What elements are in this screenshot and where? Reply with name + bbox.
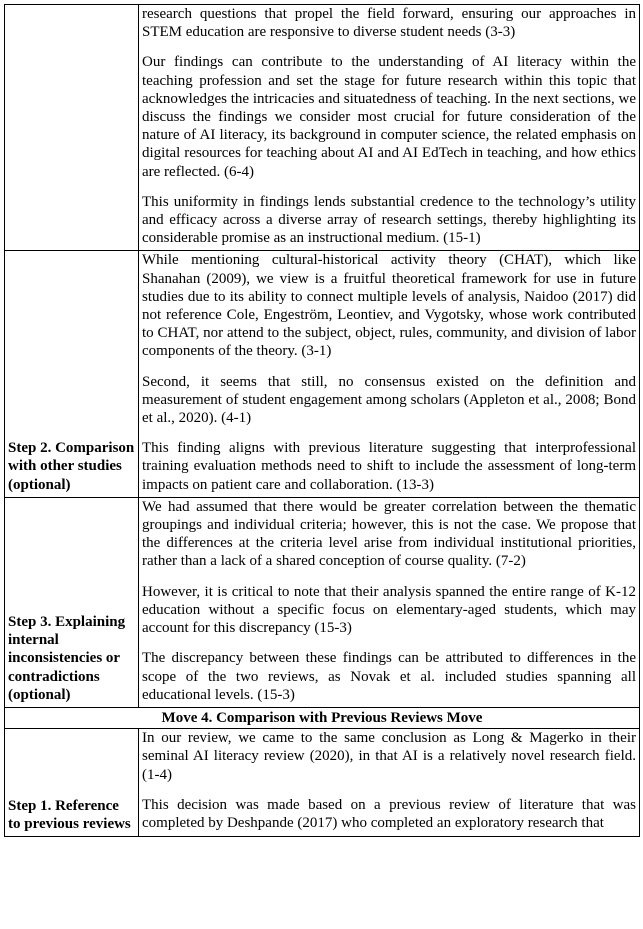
- example-cell: [139, 729, 640, 837]
- example-paragraph: This uniformity in findings lends substantial credence to the technology’s utility and efficacy across a diverse array of research settings, thereby highlighting its considerable promise as an instructional medium. (15-1): [142, 193, 636, 247]
- table-row: [5, 729, 640, 837]
- table-row: [5, 497, 640, 707]
- example-cell: [139, 5, 640, 251]
- example-paragraph: In our review, we came to the same conclusion as Long & Magerko in their seminal AI literacy review (2020), in that AI is a relatively novel research field. (1-4): [142, 730, 636, 783]
- example-paragraph: The discrepancy between these findings can be attributed to differences in the scope of the two reviews, as Novak et al. included studies spanning all educational levels. (15-3): [142, 650, 636, 703]
- rhetorical-moves-table: [4, 4, 640, 837]
- example-paragraph: research questions that propel the field forward, ensuring our approaches in STEM education are responsive to diverse student needs (3-3): [142, 6, 636, 41]
- table-row: [5, 5, 640, 251]
- example-cell: [139, 497, 640, 707]
- example-paragraph: This finding aligns with previous literature suggesting that interprofessional training evaluation methods need to shift to include the assessment of long-term impacts on patient care and collaboration. (13-3): [142, 440, 636, 493]
- example-paragraph: Our findings can contribute to the understanding of AI literacy within the teaching profession and set the stage for future research within this topic that acknowledges the intricacies and situatedness of teaching. In the next sections, we discuss the findings we consider most crucial for future consideration of the nature of AI literacy, its background in computer science, the related emphasis on digital resources for teaching about AI and AI EdTech in teaching, and how ethics are reflected. (6-4): [142, 54, 636, 180]
- step-label: Step 1. Reference to previous reviews: [5, 729, 139, 837]
- example-paragraph: While mentioning cultural-historical activity theory (CHAT), which like Shanahan (2009), we view is a fruitful theoretical framework for use in future studies due to its ability to connect multiple levels of analysis, Naidoo (2017) did not reference Cole, Engeström, Leontiev, and Vygotsky, whose work contributed to CHAT, nor attend to the subject, object, rules, community, and division of labor components of the theory. (3-1): [142, 252, 636, 360]
- example-cell: [139, 251, 640, 497]
- example-paragraph: We had assumed that there would be greater correlation between the thematic groupings and individual criteria; however, this is not the case. We propose that the differences at the criteria level arise from individual institutional priorities, rather than a lack of a shared conception of course quality. (7-2): [142, 498, 636, 570]
- step-label: Step 3. Explaining internal inconsistencies or contradictions (optional): [5, 497, 139, 707]
- move-heading-row: [5, 707, 640, 728]
- example-paragraph: Second, it seems that still, no consensus existed on the definition and measurement of student engagement among scholars (Appleton et al., 2008; Bond et al., 2020). (4-1): [142, 373, 636, 427]
- example-paragraph: This decision was made based on a previous review of literature that was completed by Deshpande (2017) who completed an exploratory research that: [142, 796, 636, 831]
- table-row: [5, 251, 640, 497]
- step-label: Step 2. Comparison with other studies (optional): [5, 251, 139, 497]
- move-heading: Move 4. Comparison with Previous Reviews Move: [5, 707, 640, 728]
- step-label: [5, 5, 139, 251]
- example-paragraph: However, it is critical to note that their analysis spanned the entire range of K-12 education without a specific focus on elementary-aged students, which may account for this discrepancy (15-3): [142, 583, 636, 637]
